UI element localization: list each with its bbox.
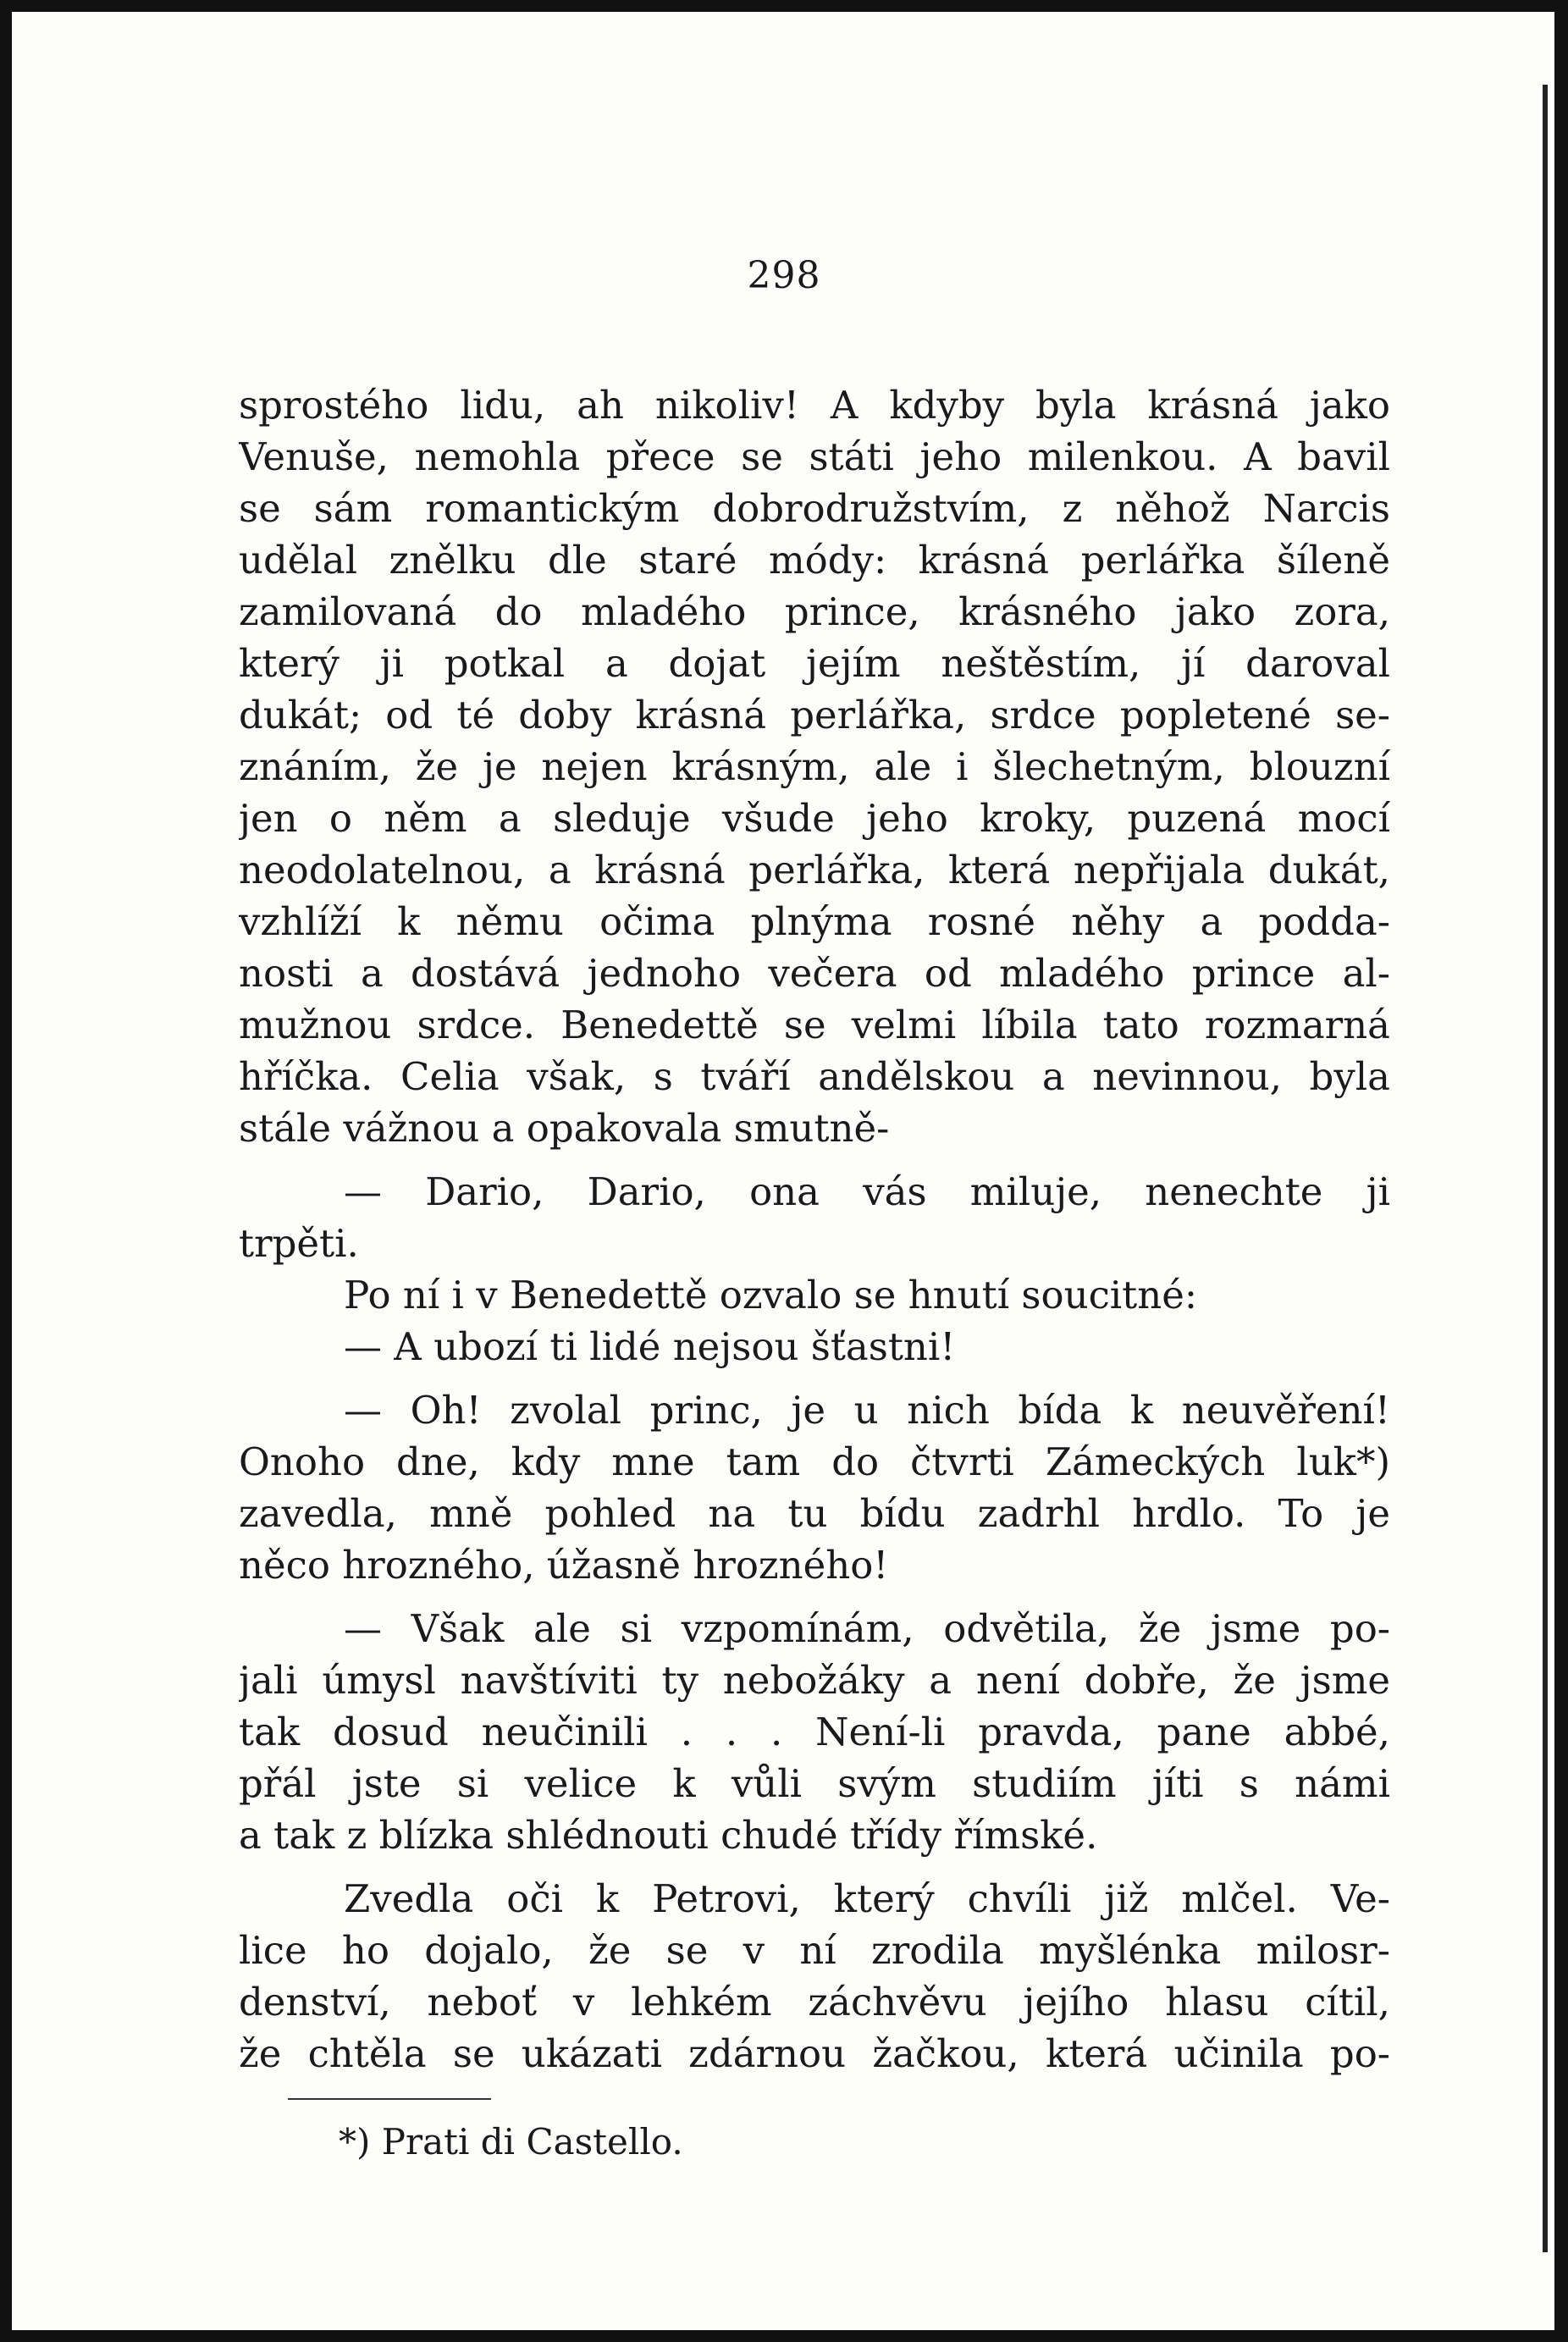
scan-border-left bbox=[0, 0, 12, 2342]
text-line: jali úmysl navštíviti ty nebožáky a není dobře, že jsme bbox=[239, 1658, 1390, 1703]
page-number: 298 bbox=[747, 254, 821, 297]
text-line: mužnou srdce. Benedettě se velmi líbila tato rozmarná bbox=[239, 1003, 1390, 1047]
text-line: Venuše, nemohla přece se státi jeho milenkou. A bavil bbox=[239, 434, 1390, 479]
text-line: přál jste si velice k vůli svým studiím jíti s námi bbox=[239, 1761, 1390, 1806]
text-line: — Však ale si vzpomínám, odvětila, že jsme po- bbox=[344, 1606, 1390, 1651]
text-line: zavedla, mně pohled na tu bídu zadrhl hrdlo. To je bbox=[239, 1491, 1390, 1536]
scan-border-top bbox=[0, 0, 1568, 12]
text-line: Po ní i v Benedettě ozvalo se hnutí soucitné: bbox=[344, 1273, 1198, 1317]
text-line: zamilovaná do mladého prince, krásného jako zora, bbox=[239, 589, 1390, 634]
text-line: se sám romantickým dobrodružstvím, z něhož Narcis bbox=[239, 486, 1390, 531]
text-line: nosti a dostává jednoho večera od mladého prince al- bbox=[239, 951, 1390, 996]
text-line: že chtěla se ukázati zdárnou žačkou, která učinila po- bbox=[239, 2031, 1390, 2076]
text-line: znáním, že je nejen krásným, ale i šlechetným, blouzní bbox=[239, 744, 1390, 789]
text-line: který ji potkal a dojat jejím neštěstím, jí daroval bbox=[239, 641, 1390, 686]
text-line: vzhlíží k němu očima plnýma rosné něhy a podda- bbox=[239, 899, 1390, 944]
text-line: — A ubozí ti lidé nejsou šťastni! bbox=[344, 1324, 956, 1369]
text-line: udělal znělku dle staré módy: krásná perlářka šíleně bbox=[239, 538, 1390, 583]
text-line: tak dosud neučinili . . . Není-li pravda, pane abbé, bbox=[239, 1710, 1390, 1754]
text-line: a tak z blízka shlédnouti chudé třídy římské. bbox=[239, 1813, 1098, 1858]
text-line: něco hrozného, úžasně hrozného! bbox=[239, 1543, 889, 1588]
text-line: Zvedla oči k Petrovi, který chvíli již mlčel. Ve- bbox=[344, 1876, 1390, 1921]
text-line: denství, neboť v lehkém záchvěvu jejího hlasu cítil, bbox=[239, 1980, 1390, 2024]
text-line: lice ho dojalo, že se v ní zrodila myšlénka milosr- bbox=[239, 1928, 1390, 1973]
scan-border-right-inner bbox=[1543, 85, 1548, 2252]
body-text bbox=[239, 379, 1390, 2080]
footnote-rule bbox=[288, 2098, 491, 2100]
text-line: — Oh! zvolal princ, je u nich bída k neuvěření! bbox=[344, 1388, 1390, 1433]
text-line: jen o něm a sleduje všude jeho kroky, puzená mocí bbox=[239, 796, 1390, 841]
text-line: hříčka. Celia však, s tváří andělskou a nevinnou, byla bbox=[239, 1054, 1390, 1099]
text-line: neodolatelnou, a krásná perlářka, která nepřijala dukát, bbox=[239, 848, 1390, 892]
scan-border-bottom bbox=[0, 2330, 1568, 2342]
text-line: sprostého lidu, ah nikoliv! A kdyby byla krásná jako bbox=[239, 383, 1390, 428]
paragraph-gap bbox=[239, 1373, 1390, 1384]
footnote: *) Prati di Castello. bbox=[339, 2121, 683, 2162]
text-line: dukát; od té doby krásná perlářka, srdce popletené se- bbox=[239, 693, 1390, 737]
text-line: Onoho dne, kdy mne tam do čtvrti Zámeckých luk*) bbox=[239, 1439, 1390, 1484]
text-line: stále vážnou a opakovala smutně- bbox=[239, 1106, 890, 1151]
text-line: — Dario, Dario, ona vás miluje, nenechte ji bbox=[344, 1169, 1390, 1214]
paragraph-gap bbox=[239, 1591, 1390, 1603]
text-line: trpěti. bbox=[239, 1221, 359, 1266]
paragraph-gap bbox=[239, 1154, 1390, 1166]
scan-border-right bbox=[1554, 0, 1568, 2342]
paragraph-gap bbox=[239, 1861, 1390, 1873]
